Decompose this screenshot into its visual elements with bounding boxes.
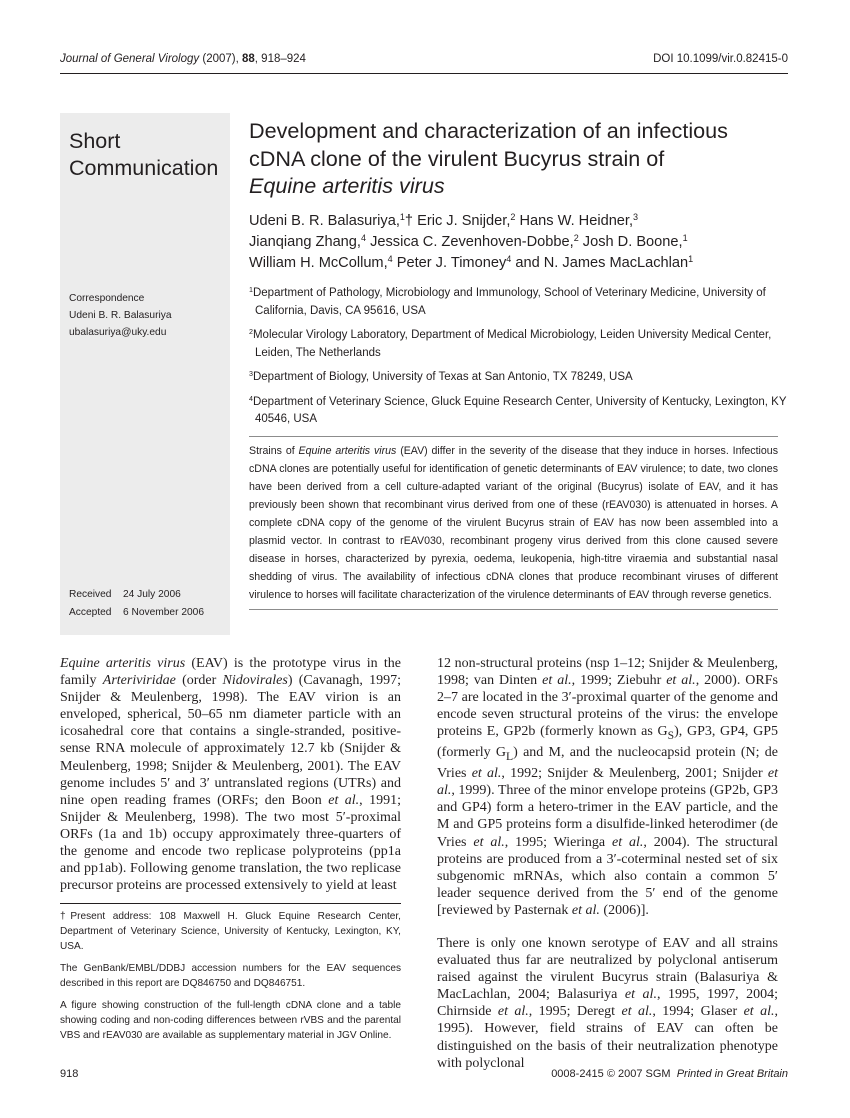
running-header <box>60 53 306 65</box>
dagger-mark: † <box>404 213 414 229</box>
subscript: S <box>667 729 675 743</box>
author: Josh D. Boone, <box>578 234 683 250</box>
affiliation <box>249 285 789 320</box>
printed-in: Printed in Great Britain <box>676 1068 788 1080</box>
received-label: Received <box>69 589 112 600</box>
body-italic: et al. <box>612 834 644 850</box>
body-text: (EAV) is the prototype virus in the family <box>60 656 401 689</box>
body-column-right <box>437 655 778 1072</box>
title-main: Development and characterization of an infectious cDNA clone of the virulent Bucyrus strain of <box>249 118 728 171</box>
journal-volume: 88 <box>242 53 255 65</box>
body-text: , 1999). Three of the minor envelope proteins (GP2b, GP3 and GP4) form a hetero-trimer in the EAV particle, and the M and GP5 proteins form a disulfide-linked heterodimer (de Vries <box>437 783 778 850</box>
author: Udeni B. R. Balasuriya, <box>249 213 400 229</box>
body-italic: et al. <box>571 902 600 918</box>
sidebar-panel <box>60 113 230 635</box>
affiliation-number: 1 <box>249 286 253 295</box>
body-column-left <box>60 655 401 894</box>
affiliation-text: Department of Biology, University of Texas at San Antonio, TX 78249, USA <box>252 371 633 383</box>
doi[interactable]: DOI 10.1099/vir.0.82415-0 <box>653 53 788 65</box>
article-title <box>249 117 789 200</box>
section-type-line1: Short <box>69 129 121 153</box>
author: Jianqiang Zhang, <box>249 234 361 250</box>
journal-name: Journal of General Virology <box>60 53 200 65</box>
correspondence <box>69 290 172 341</box>
correspondence-name: Udeni B. R. Balasuriya <box>69 310 172 321</box>
author: and N. James MacLachlan <box>511 255 689 271</box>
body-text: , 1992; Snijder & Meulenberg, 2001; Snijder <box>501 766 768 782</box>
subscript: L <box>506 750 514 764</box>
body-italic: et al. <box>743 1004 775 1020</box>
footnote-supplementary: A figure showing construction of the full-length cDNA clone and a table showing coding and non-coding differences between rVBS and the parental VBS and rEAV030 are available as supplementary material in JGV Online. <box>60 1000 401 1041</box>
correspondence-email[interactable]: ubalasuriya@uky.edu <box>69 327 167 338</box>
abstract-text: (EAV) differ in the severity of the disease that they induce in horses. Infectious cDNA clones are potentially useful for identification of genetic determinants of EAV virulence; to date, two clones have been derived from a cell culture-adapted variant of the original (Bucyrus) isolate of EAV, and it has previously been shown that recombinant virus derived from one of these (rEAV030) is attenuated in horses. A complete cDNA copy of the genome of the virulent Bucyrus strain of EAV has now been assembled into a plasmid vector. In contrast to rEAV030, recombinant progeny virus derived from this clone caused severe disease in horses, characterized by pyrexia, oedema, leukopenia, high-titre viraemia and substantial nasal shedding of virus. The availability of infectious cDNA clones that produce recombinant viruses of different virulence to horses will facilitate characterization of the virulence determinants of EAV through reverse genetics. <box>249 445 778 601</box>
body-text: , 1999; Ziebuhr <box>571 673 667 689</box>
body-text: , 1995; Wieringa <box>504 834 612 850</box>
footnote-present-address: †Present address: 108 Maxwell H. Gluck Equine Research Center, Department of Veterinary Science, University of Kentucky, Lexington, KY, USA. <box>60 911 401 952</box>
body-italic: et al. <box>666 673 696 689</box>
body-italic: et al. <box>497 1004 529 1020</box>
affiliation-number: 4 <box>249 394 253 403</box>
author-affil-sup: 4 <box>360 233 367 244</box>
body-italic: Arteriviridae <box>102 673 176 689</box>
header-rule <box>60 73 788 74</box>
title-species: Equine arteritis virus <box>249 173 445 198</box>
author-affil-sup: 3 <box>633 212 639 223</box>
abstract-text: Strains of <box>249 445 299 457</box>
body-text: , 1995). However, field strains of EAV can often be distinguished on the basis of their neutralization phenotype with polyclonal <box>437 1004 778 1071</box>
body-italic: et al. <box>328 792 360 808</box>
journal-pages: , 918–924 <box>254 53 306 65</box>
section-type-line2: Communication <box>69 156 219 180</box>
abstract-species: Equine arteritis virus <box>298 445 397 457</box>
body-text: There is only one known serotype of EAV and all strains evaluated thus far are neutralized by polyclonal antiserum raised against the virulent Bucyrus strain (Balasuriya & MacLachlan, 2004; Balasuriya <box>437 936 778 1003</box>
affiliation <box>249 327 789 362</box>
body-italic: et al. <box>437 766 778 799</box>
author: Peter J. Timoney <box>392 255 507 271</box>
body-paragraph <box>437 655 778 919</box>
affiliation <box>249 369 789 387</box>
body-text: ), GP3, GP4, GP5 (formerly G <box>437 724 779 761</box>
author-affil-sup: 2 <box>510 212 516 223</box>
author-affil-sup: 1 <box>399 212 405 223</box>
body-text: , 1995, 1997, 2004; Chirnside <box>437 987 779 1020</box>
accepted-date: 6 November 2006 <box>123 607 204 618</box>
footnotes <box>60 909 401 1050</box>
body-paragraph <box>437 935 778 1072</box>
author-affil-sup: 1 <box>682 233 688 244</box>
abstract <box>249 436 778 610</box>
body-text: , 1994; Glaser <box>652 1004 744 1020</box>
author-affil-sup: 4 <box>387 254 393 265</box>
author-affil-sup: 1 <box>688 254 694 265</box>
issn-copyright: 0008-2415 © 2007 SGM <box>551 1068 671 1080</box>
correspondence-label: Correspondence <box>69 293 145 304</box>
author-affil-sup: 2 <box>573 233 579 244</box>
received-date: 24 July 2006 <box>123 589 181 600</box>
author: William H. McCollum, <box>249 255 388 271</box>
affiliation-text: Molecular Virology Laboratory, Department of Medical Microbiology, Leiden University Medical Center, Leiden, The Netherlands <box>252 329 772 359</box>
accepted-label: Accepted <box>69 607 112 618</box>
body-italic: et al. <box>473 834 505 850</box>
body-text: ) and M, and the nucleocapsid protein (N; de Vries <box>437 745 778 782</box>
affiliation-number: 3 <box>249 370 253 379</box>
body-italic: Nidovirales <box>222 673 288 689</box>
affiliation <box>249 394 789 429</box>
body-text: , 1995; Deregt <box>528 1004 622 1020</box>
body-text: ) (Cavanagh, 1997; Snijder & Meulenberg, 1998). The EAV virion is an enveloped, spherical, 50–65 nm diameter particle with an icosahedral core that contains a single-stranded, positive-sense RNA molecule of approximately 12.7 kb (Snijder & Meulenberg, 1998; Snijder & Meulenberg, 2001). The EAV genome includes 5′ and 3′ untranslated regions (UTRs) and nine open reading frames (ORFs; den Boon <box>60 673 401 808</box>
affiliation-text: Department of Pathology, Microbiology and Immunology, School of Veterinary Medicine, University of California, Davis, CA 95616, USA <box>252 287 766 317</box>
author: Jessica C. Zevenhoven-Dobbe, <box>366 234 574 250</box>
section-type <box>69 128 229 182</box>
author: Eric J. Snijder, <box>413 213 511 229</box>
footer-copyright <box>551 1068 788 1080</box>
body-italic: et al. <box>542 673 572 689</box>
body-italic: Equine arteritis virus <box>60 656 186 671</box>
body-italic: et al. <box>624 987 657 1003</box>
affiliation-text: Department of Veterinary Science, Gluck Equine Research Center, University of Kentucky, Lexington, KY 40546, USA <box>252 395 787 425</box>
body-paragraph <box>60 655 401 894</box>
page-number: 918 <box>60 1068 79 1080</box>
body-text: , 2000). ORFs 2–7 are located in the 3′-proximal quarter of the genome and encode seven structural proteins of the virus: the envelope proteins E, GP2b (formerly known as G <box>437 673 778 740</box>
body-italic: et al. <box>471 766 502 782</box>
author-affil-sup: 4 <box>506 254 512 265</box>
body-text: 12 non-structural proteins (nsp 1–12; Snijder & Meulenberg, 1998; van Dinten <box>437 656 778 689</box>
body-text: (order <box>175 673 223 689</box>
affiliation-number: 2 <box>249 328 253 337</box>
author: Hans W. Heidner, <box>515 213 634 229</box>
body-text: , 2004). The structural proteins are produced from a 3′-coterminal nested set of six subgenomic mRNAs, which also contain a common 5′ leader sequence derived from the 5′ end of the genome [reviewed by Pasternak <box>437 834 779 918</box>
body-text: (2006)]. <box>599 902 649 918</box>
footnote-accession: The GenBank/EMBL/DDBJ accession numbers for the EAV sequences described in this report are DQ846750 and DQ846751. <box>60 963 401 989</box>
footnote-rule <box>60 903 401 904</box>
article-dates <box>69 586 204 622</box>
body-text: , 1991; Snijder & Meulenberg, 1998). The two most 5′-proximal ORFs (1a and 1b) occupy approximately three-quarters of the genome and encode two replicase polyproteins (pp1a and pp1ab). Following genome translation, the two replicase precursor proteins are processed extensively to yield at least <box>60 792 401 894</box>
journal-year: (2007), <box>202 53 242 65</box>
author-list <box>249 211 789 274</box>
body-italic: et al. <box>621 1004 653 1020</box>
affiliations <box>249 285 789 436</box>
